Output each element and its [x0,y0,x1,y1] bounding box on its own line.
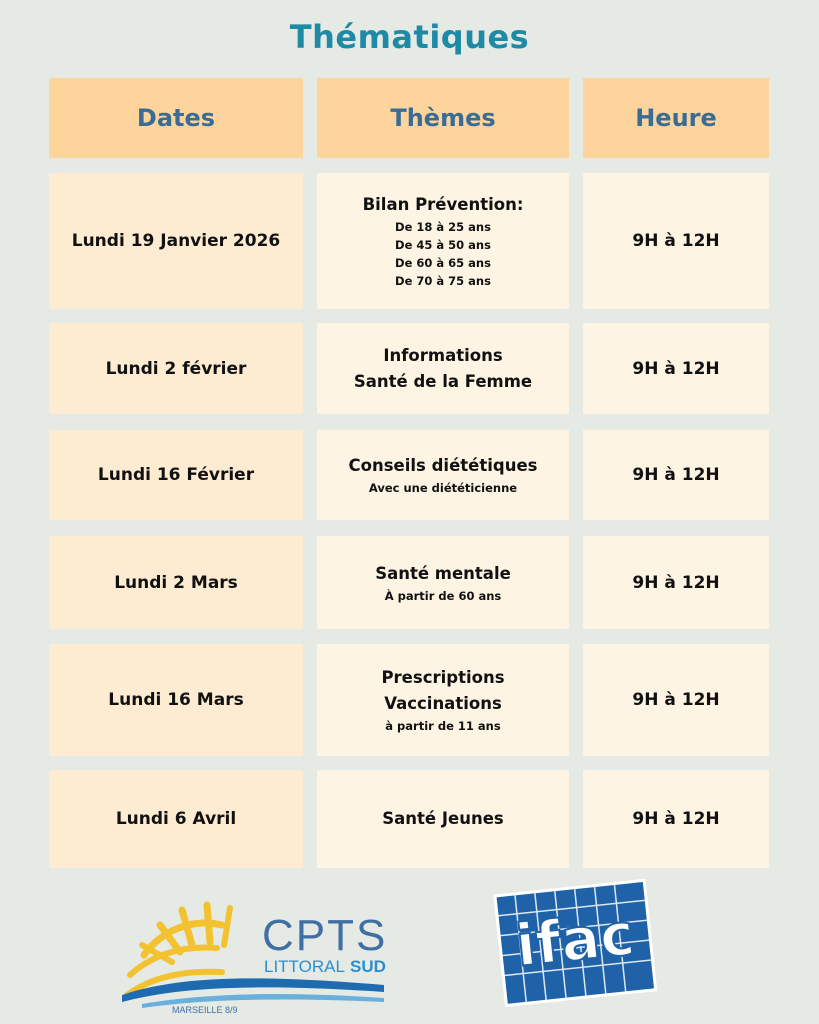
theme-detail: à partir de 11 ans [385,719,501,733]
time-cell [583,536,769,629]
theme-detail: De 70 à 75 ans [395,274,491,288]
theme-detail: De 18 à 25 ans [395,220,491,234]
theme-detail: De 60 à 65 ans [395,256,491,270]
time-text: 9H à 12H [632,690,720,710]
theme-title: Informations [383,345,503,365]
theme-detail: Avec une diététicienne [368,481,518,495]
time-cell [583,770,769,868]
header-themes-label: Thèmes [390,104,496,132]
theme-cell [317,644,569,756]
header-themes [317,78,569,158]
theme-detail: À partir de 60 ans [384,588,502,603]
theme-title: Santé de la Femme [353,371,533,391]
header-dates [49,78,303,158]
theme-title: Prescriptions [381,668,505,687]
cpts-tagline: MARSEILLE 8/9 [172,1005,238,1015]
theme-cell [317,323,569,414]
date-text: Lundi 6 Avril [115,809,237,829]
time-cell [583,173,769,309]
time-text: 9H à 12H [632,358,720,379]
theme-cell [317,173,569,309]
date-cell [49,770,303,868]
header-heure [583,78,769,158]
theme-cell [317,430,569,520]
time-text: 9H à 12H [632,572,720,593]
date-cell [49,536,303,629]
time-cell [583,644,769,756]
header-heure-label: Heure [635,104,717,132]
ifac-name: ifac [512,899,638,980]
time-text: 9H à 12H [632,465,720,485]
date-text: Lundi 2 Mars [114,572,238,593]
date-cell [49,173,303,309]
date-text: Lundi 2 février [105,358,247,379]
cpts-logo [122,900,392,1015]
time-text: 9H à 12H [632,231,720,251]
theme-title: Conseils diététiques [348,456,538,475]
date-cell [49,430,303,520]
date-cell [49,644,303,756]
theme-title: Santé Jeunes [382,809,504,828]
date-text: Lundi 19 Janvier 2026 [71,231,281,251]
date-cell [49,323,303,414]
time-cell [583,323,769,414]
theme-title: Bilan Prévention: [362,195,524,214]
cpts-sud: SUD [350,957,386,976]
cpts-littoral: LITTORAL [264,957,345,976]
date-text: Lundi 16 Février [97,465,255,485]
theme-detail: De 45 à 50 ans [395,238,491,252]
theme-cell [317,536,569,629]
theme-title: Santé mentale [375,563,511,583]
theme-title: Vaccinations [384,694,502,713]
page-title: Thématiques [289,18,530,56]
time-text: 9H à 12H [632,809,720,829]
time-cell [583,430,769,520]
date-text: Lundi 16 Mars [108,690,244,710]
header-dates-label: Dates [136,104,216,132]
theme-cell [317,770,569,868]
cpts-name: CPTS [262,911,388,960]
ifac-logo [486,872,662,1008]
